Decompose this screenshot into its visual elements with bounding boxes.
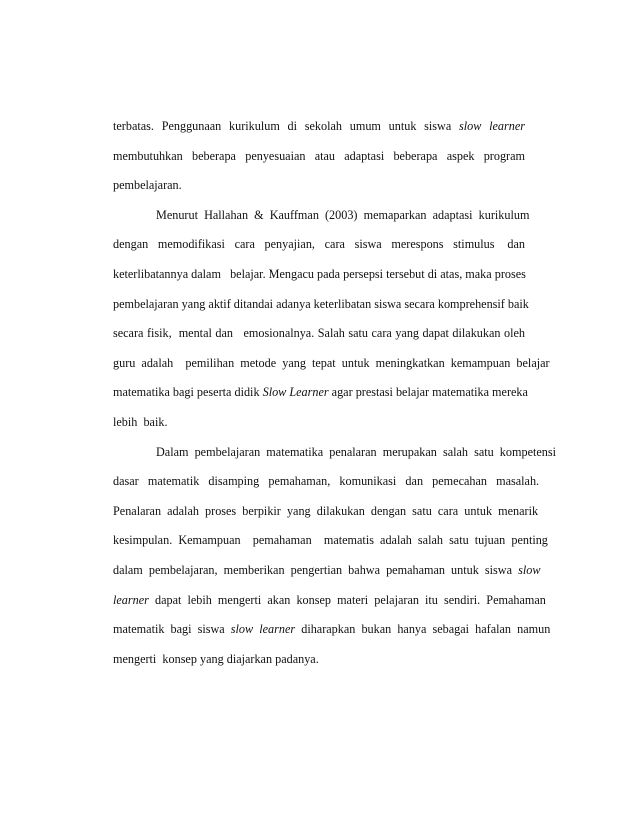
text-line <box>113 171 525 201</box>
italic-term: Slow Learner <box>262 385 329 400</box>
text-line <box>113 349 550 379</box>
text-run: terbatas. Penggunaan kurikulum di sekolah umum untuk siswa <box>113 119 460 133</box>
text-line <box>113 230 525 260</box>
text-line <box>113 467 540 497</box>
text-line <box>113 112 525 142</box>
text-line <box>113 615 551 645</box>
text-run: guru adalah pemilihan metode yang tepat untuk meningkatkan kemampuan belajar <box>113 355 550 370</box>
text-line <box>113 260 525 290</box>
text-run: matematik bagi siswa <box>113 622 231 637</box>
text-run: matematika bagi peserta didik <box>113 385 263 400</box>
text-run: pembelajaran. <box>113 178 182 193</box>
text-line <box>113 378 528 408</box>
text-run: agar prestasi belajar matematika mereka <box>328 385 528 400</box>
text-line <box>113 645 525 675</box>
text-run: membutuhkan beberapa penyesuaian atau adaptasi beberapa aspek program <box>113 148 525 163</box>
text-line <box>113 319 525 349</box>
text-run: lebih baik. <box>113 414 168 429</box>
italic-term: learner <box>113 592 149 607</box>
text-run: pembelajaran yang aktif ditandai adanya keterlibatan siswa secara komprehensif baik <box>113 296 529 311</box>
italic-term: slow learner <box>459 119 525 133</box>
text-line <box>113 201 530 231</box>
text-run: dengan memodifikasi cara penyajian, cara siswa merespons stimulus dan <box>113 237 525 252</box>
body-text <box>113 112 556 674</box>
text-run: Penalaran adalah proses berpikir yang dilakukan dengan satu cara untuk menarik <box>113 503 539 518</box>
text-line <box>113 438 556 468</box>
text-run: dapat lebih mengerti akan konsep materi pelajaran itu sendiri. Pemahaman <box>148 592 546 607</box>
text-run: mengerti konsep yang diajarkan padanya. <box>113 651 319 666</box>
text-line <box>113 408 525 438</box>
italic-term: slow learner <box>230 622 296 637</box>
text-run: Dalam pembelajaran matematika penalaran merupakan salah satu kompetensi <box>156 444 556 459</box>
text-run: dasar matematik disamping pemahaman, komunikasi dan pemecahan masalah. <box>113 474 540 489</box>
text-run: keterlibatannya dalam belajar. Mengacu pada persepsi tersebut di atas, maka proses <box>113 266 526 281</box>
text-run: secara fisik, mental dan emosionalnya. Salah satu cara yang dapat dilakukan oleh <box>113 326 525 341</box>
text-line <box>113 497 539 527</box>
text-line <box>113 586 546 616</box>
text-line <box>113 290 529 320</box>
italic-term: slow <box>518 562 541 577</box>
text-line <box>113 556 541 586</box>
text-line <box>113 526 548 556</box>
text-run: Menurut Hallahan & Kauffman (2003) memaparkan adaptasi kurikulum <box>156 207 530 222</box>
text-line <box>113 142 525 172</box>
text-run: dalam pembelajaran, memberikan pengertian bahwa pemahaman untuk siswa <box>113 562 519 577</box>
text-run: kesimpulan. Kemampuan pemahaman matematis adalah salah satu tujuan penting <box>113 533 548 548</box>
text-run: diharapkan bukan hanya sebagai hafalan namun <box>295 622 551 637</box>
